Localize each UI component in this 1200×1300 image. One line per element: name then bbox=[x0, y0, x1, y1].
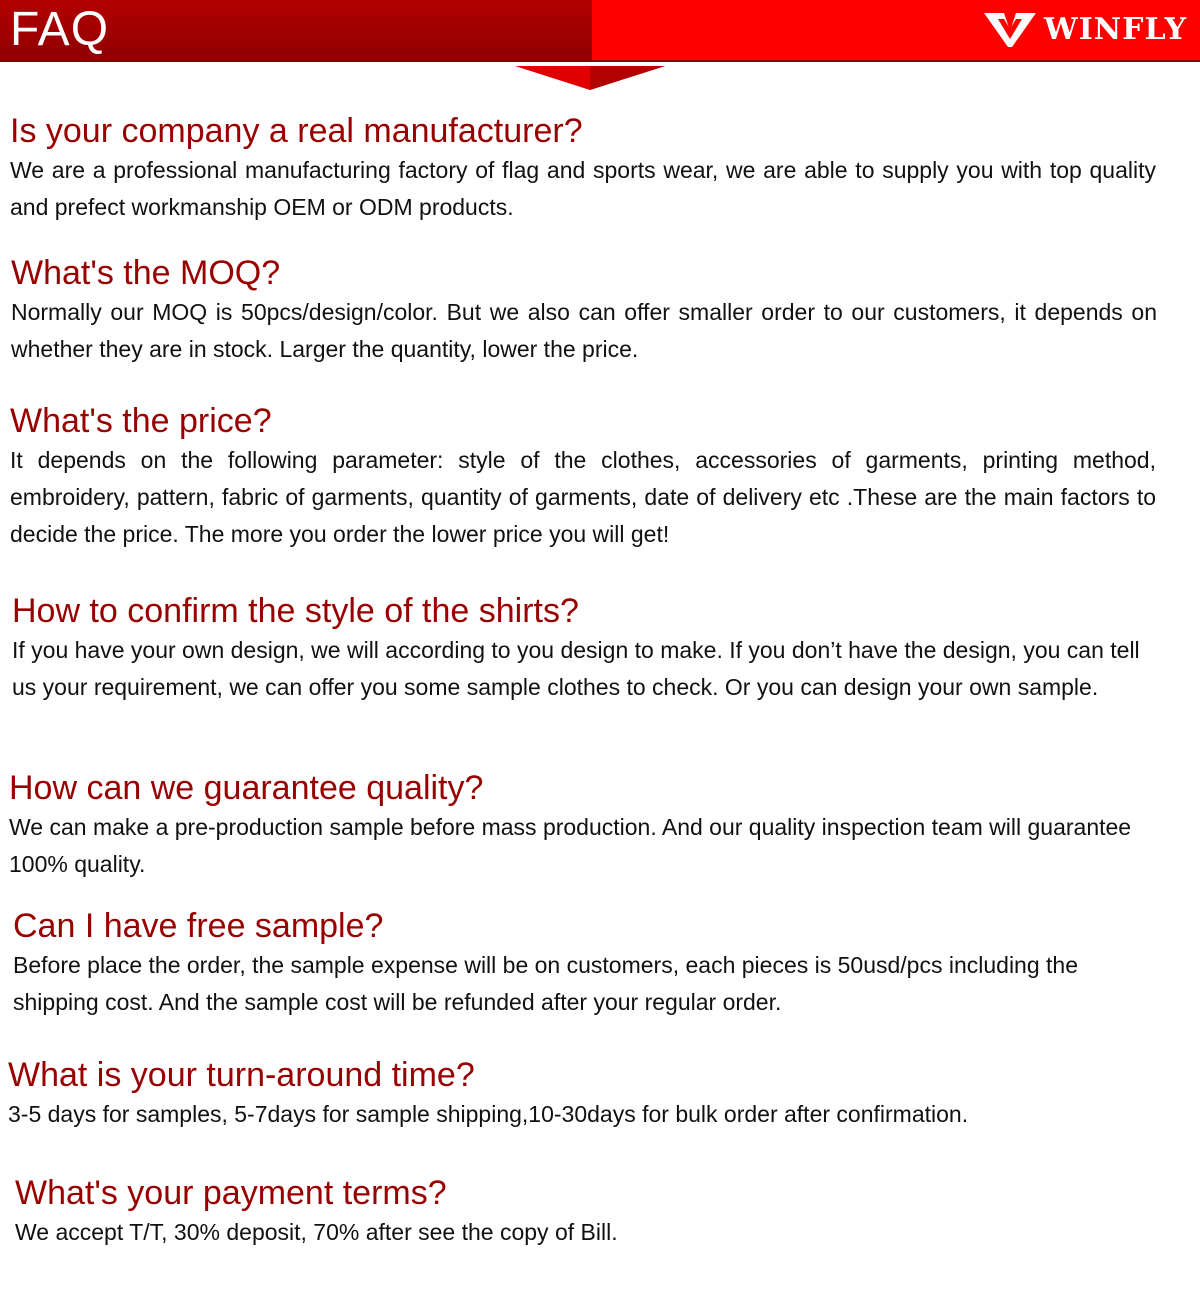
brand-name: WINFLY bbox=[1044, 11, 1188, 47]
faq-answer: 3-5 days for samples, 5-7days for sample shipping,10-30days for bulk order after confirmation. bbox=[8, 1101, 969, 1127]
faq-item bbox=[11, 252, 1157, 368]
header-divider bbox=[0, 60, 1200, 62]
faq-answer: Before place the order, the sample expense will be on customers, each pieces is 50usd/pcs including the shipping cost. And the sample cost will be refunded after your regular order. bbox=[13, 952, 1079, 1015]
faq-answer: It depends on the following parameter: style of the clothes, accessories of garments, printing method, embroidery, pattern, fabric of garments, quantity of garments, date of delivery etc .These are the main factors to decide the price. The more you order the lower price you will get! bbox=[10, 447, 1156, 547]
down-arrow-icon bbox=[515, 66, 665, 92]
faq-item bbox=[10, 110, 1156, 226]
faq-question: What's your payment terms? bbox=[15, 1174, 447, 1212]
faq-question: What's the price? bbox=[10, 402, 272, 440]
faq-item bbox=[8, 1054, 1154, 1133]
faq-header-banner bbox=[0, 0, 1200, 62]
faq-item bbox=[13, 905, 1159, 1021]
faq-question: What is your turn-around time? bbox=[8, 1056, 475, 1094]
faq-answer: If you have your own design, we will according to you design to make. If you don’t have the design, you can tell us your requirement, we can offer you some sample clothes to check. Or you can design your own sample. bbox=[12, 637, 1140, 700]
faq-question: What's the MOQ? bbox=[11, 254, 281, 292]
faq-answer: Normally our MOQ is 50pcs/design/color. But we also can offer smaller order to our customers, it depends on whether they are in stock. Larger the quantity, lower the price. bbox=[11, 299, 1157, 362]
page-title: FAQ bbox=[10, 3, 110, 56]
faq-answer: We accept T/T, 30% deposit, 70% after see the copy of Bill. bbox=[15, 1219, 618, 1245]
faq-answer: We can make a pre-production sample before mass production. And our quality inspection team will guarantee 100% quality. bbox=[9, 814, 1132, 877]
faq-question: Is your company a real manufacturer? bbox=[10, 112, 583, 150]
faq-item bbox=[10, 400, 1156, 553]
brand-logo bbox=[982, 6, 1187, 52]
winfly-emblem-icon bbox=[982, 9, 1038, 49]
faq-item bbox=[15, 1172, 1161, 1251]
faq-item bbox=[9, 767, 1155, 883]
faq-question: Can I have free sample? bbox=[13, 907, 384, 945]
faq-question: How can we guarantee quality? bbox=[9, 769, 484, 807]
faq-answer: We are a professional manufacturing factory of flag and sports wear, we are able to supply you with top quality and prefect workmanship OEM or ODM products. bbox=[10, 157, 1156, 220]
faq-question: How to confirm the style of the shirts? bbox=[12, 592, 579, 630]
faq-item bbox=[12, 590, 1158, 706]
